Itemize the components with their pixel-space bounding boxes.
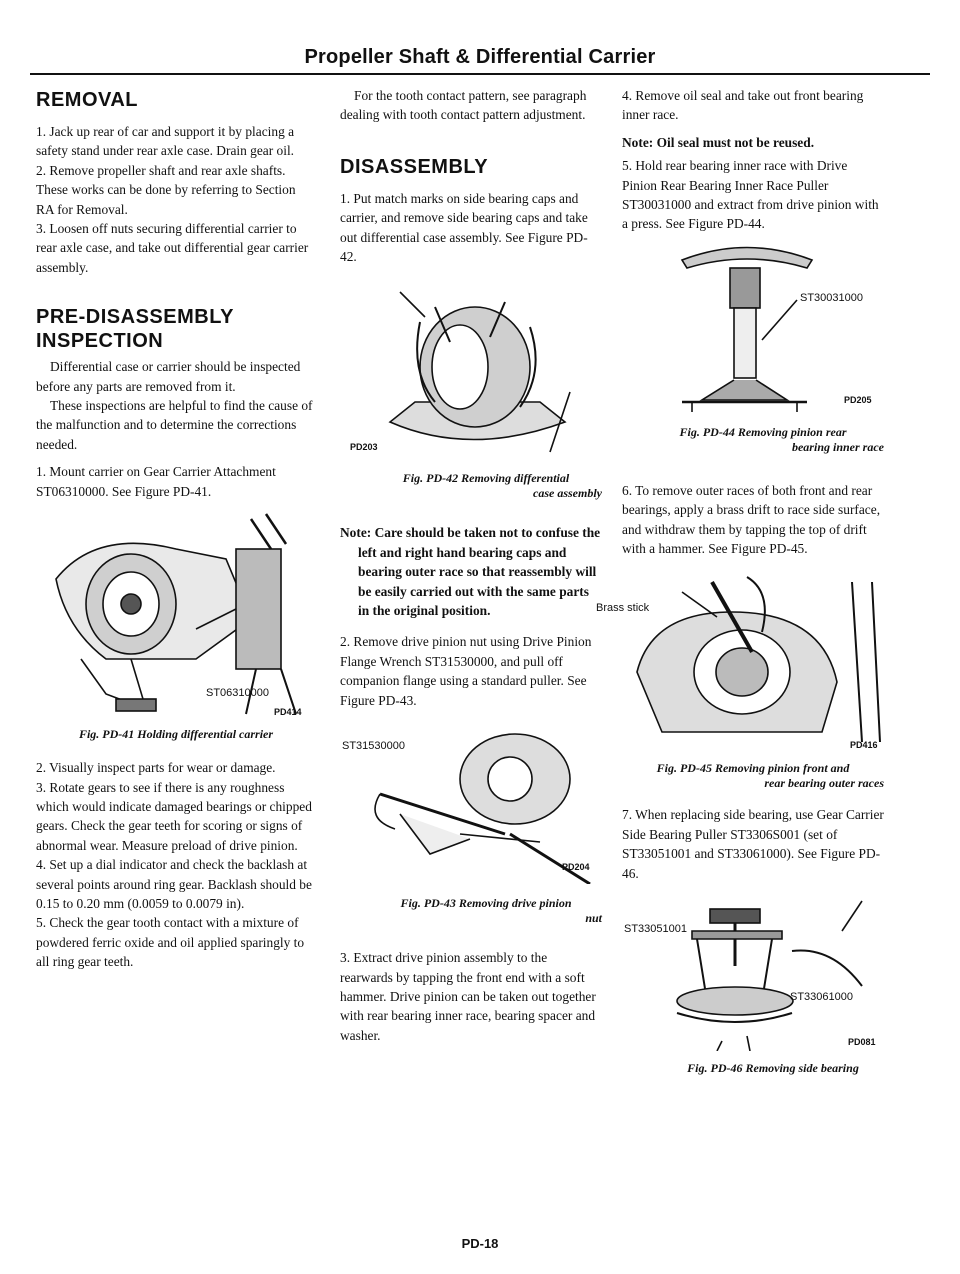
figure-pd-42 <box>340 282 602 457</box>
fig45-tool-label: Brass stick <box>596 602 650 615</box>
removal-step-3: 3. Loosen off nuts securing differential carrier to rear axle case, and take out differential gear carrier assembly. <box>36 221 309 275</box>
figure-pd-43 <box>340 724 602 884</box>
removal-step-1: 1. Jack up rear of car and support it by placing a safety stand under rear axle case. Drain gear oil. <box>36 124 295 159</box>
page-number: PD-18 <box>461 1236 499 1251</box>
pre-step-2: 2. Visually inspect parts for wear or damage. <box>36 760 276 776</box>
press-puller-illustration <box>622 240 884 415</box>
fig43-caption-line-2: nut <box>585 911 602 926</box>
fig42-caption-line-2: case assembly <box>533 486 602 501</box>
removal-heading: REMOVAL <box>36 89 139 111</box>
pre-step-1: 1. Mount carrier on Gear Carrier Attachment ST06310000. See Figure PD-41. <box>36 464 276 499</box>
disassembly-step-5: 5. Hold rear bearing inner race with Drive Pinion Rear Bearing Inner Race Puller ST30031000 and extract from drive pinion with a press. See Figure PD-44. <box>622 158 879 232</box>
disassembly-heading: DISASSEMBLY <box>340 155 489 178</box>
disassembly-step-3: 3. Extract drive pinion assembly to the rearwards by tapping the front end with a soft hammer. Drive pinion can be taken out together with rear bearing inner race, bearing spacer and washer. <box>340 950 596 1043</box>
pre-paragraph-1: Differential case or carrier should be inspected before any parts are removed from it. <box>36 359 301 394</box>
header-rule <box>30 73 930 75</box>
column-left <box>36 86 316 972</box>
pre-step-4: 4. Set up a dial indicator and check the backlash at several points around ring gear. Backlash should be 0.15 to 0.20 mm (0.0059 to 0.0079 in). <box>36 857 312 911</box>
pre-step-5: 5. Check the gear tooth contact with a mixture of powdered ferric oxide and oil applied sparingly to all ring gear teeth. <box>36 915 305 970</box>
fig41-code: PD414 <box>274 707 302 718</box>
disassembly-step-6: 6. To remove outer races of both front and rear bearings, apply a brass drift to race side surface, and withdraw them by tapping the top of drift with a hammer. See Figure PD-45. <box>622 482 881 557</box>
page-header: Propeller Shaft & Differential Carrier <box>304 46 656 68</box>
fig44-caption-line-2: bearing inner race <box>791 439 884 454</box>
disassembly-step-4: 4. Remove oil seal and take out front bearing inner race. <box>622 88 864 123</box>
fig44-caption-line-1: Fig. PD-44 Removing pinion rear <box>679 424 847 439</box>
figure-pd-45 <box>596 572 884 751</box>
brass-drift-illustration <box>622 572 884 747</box>
fig45-code: PD416 <box>850 740 878 751</box>
fig42-code: PD203 <box>350 442 378 453</box>
figure-pd-44 <box>622 240 884 415</box>
fig43-code: PD204 <box>562 862 590 873</box>
fig44-tool-label: ST30031000 <box>800 291 863 304</box>
fig46-caption: Fig. PD-46 Removing side bearing <box>687 1061 859 1076</box>
fig41-caption: Fig. PD-41 Holding differential carrier <box>78 727 274 742</box>
fig45-caption-line-2: rear bearing outer races <box>764 776 884 791</box>
fig46-tool-label-1: ST33051001 <box>624 923 687 936</box>
fig42-caption-line-1: Fig. PD-42 Removing differential <box>402 471 570 486</box>
differential-carrier-illustration <box>36 509 316 719</box>
column-right <box>596 86 884 1076</box>
pre-step-3: 3. Rotate gears to see if there is any roughness which would indicate damaged bearings or chipped gears. Check the gear teeth for scoring or signs of abnormal wear. Measure preload of drive pinion. <box>36 779 312 853</box>
pre-paragraph-2: These inspections are helpful to find the cause of the malfunction and to determine the corrections needed. <box>36 398 313 452</box>
removal-step-2: 2. Remove propeller shaft and rear axle shafts. These works can be done by referring to Section RA for Removal. <box>36 162 296 217</box>
figure-pd-46 <box>622 891 884 1051</box>
oil-seal-note: Note: Oil seal must not be reused. <box>622 134 815 150</box>
disassembly-step-7: 7. When replacing side bearing, use Gear Carrier Side Bearing Puller ST3306S001 (set of ST33051001 and ST33061000). See Figure PD-46. <box>622 807 884 881</box>
figure-pd-41 <box>36 509 316 719</box>
differential-case-illustration <box>340 282 602 457</box>
bearing-caps-note: Note: Care should be taken not to confuse the left and right hand bearing caps and bearing outer race so that reassembly will be easily carried out with the same parts in the original position. <box>340 525 601 619</box>
fig45-caption-line-1: Fig. PD-45 Removing pinion front and <box>656 761 850 776</box>
column-middle <box>340 86 602 1045</box>
fig41-tool-label: ST06310000 <box>206 687 269 700</box>
fig46-tool-label-2: ST33061000 <box>790 991 853 1004</box>
pre-disassembly-heading: PRE-DISASSEMBLY <box>36 306 234 329</box>
fig44-code: PD205 <box>844 394 872 405</box>
disassembly-step-1: 1. Put match marks on side bearing caps and carrier, and remove side bearing caps and take out differential case assembly. See Figure PD-42. <box>340 190 588 265</box>
fig43-caption-line-1: Fig. PD-43 Removing drive pinion <box>400 896 572 911</box>
disassembly-step-2: 2. Remove drive pinion nut using Drive Pinion Flange Wrench ST31530000, and pull off companion flange using a standard puller. See Figure PD-43. <box>340 634 592 708</box>
side-bearing-puller-illustration <box>622 891 884 1051</box>
tooth-contact-intro: For the tooth contact pattern, see paragraph dealing with tooth contact pattern adjustment. <box>340 88 587 123</box>
fig46-code: PD081 <box>848 1037 876 1048</box>
fig43-tool-label: ST31530000 <box>342 740 405 753</box>
inspection-heading: INSPECTION <box>36 330 164 353</box>
